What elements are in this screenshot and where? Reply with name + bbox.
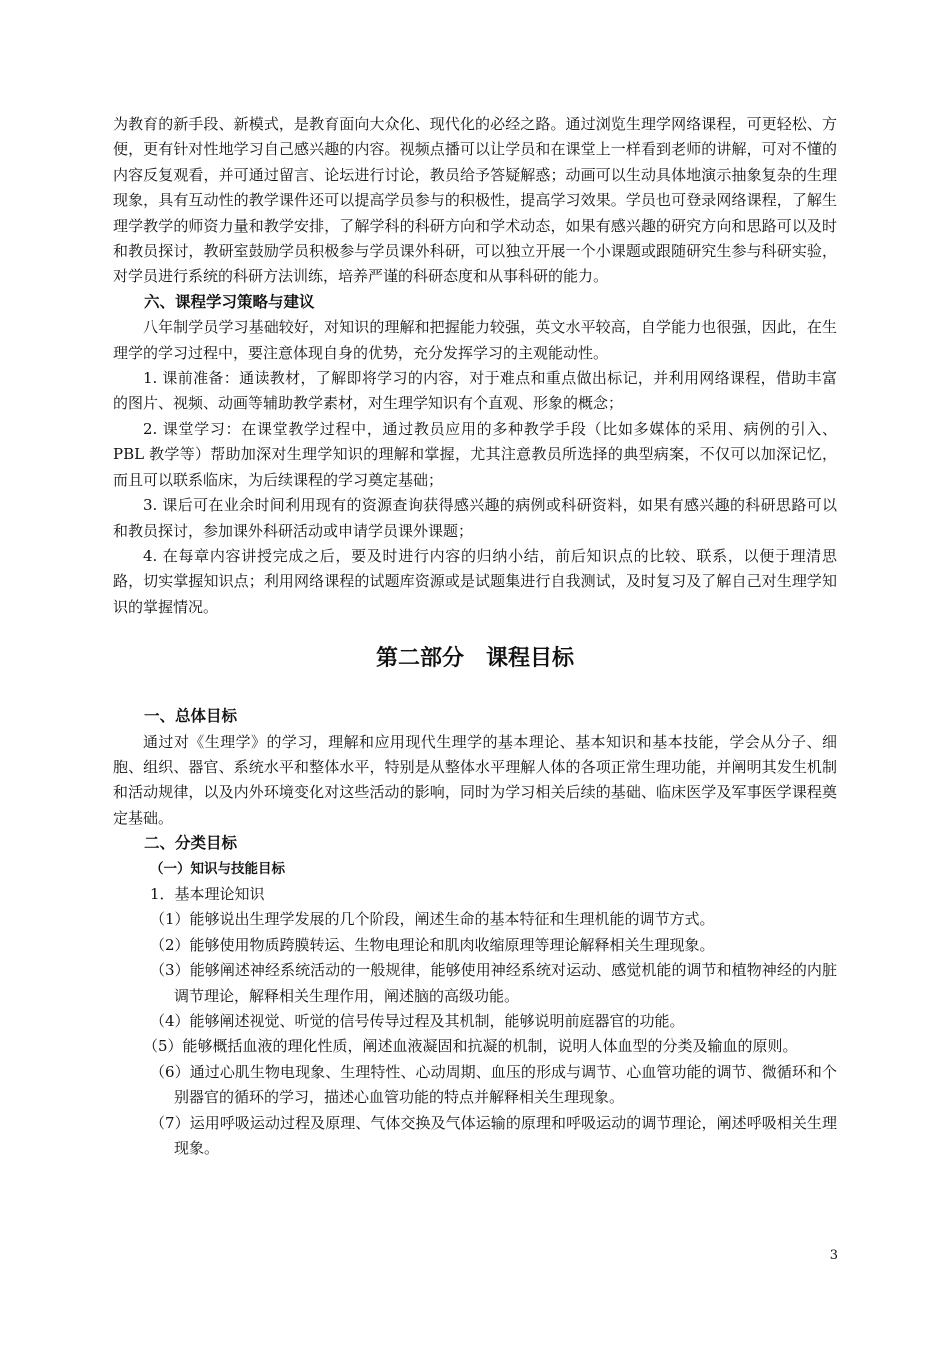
category-goal-heading: 二、分类目标 bbox=[144, 834, 238, 853]
overall-goal-text: 通过对《生理学》的学习，理解和应用现代生理学的基本理论、基本知识和基本技能，学会从分子、细胞、组织、器官、系统水平和整体水平，特别是从整体水平理解人体的各项正常生理功能，并阐明其发生机制和活动规律，以及内外环境变化对这些活动的影响，同时为学习相关后续的基础、临床医学及军事医学课程奠定基础。 bbox=[113, 732, 837, 827]
intro-paragraph: 为教育的新手段、新模式，是教育面向大众化、现代化的必经之路。通过浏览生理学网络课程，可更轻松、方便，更有针对性地学习自己感兴趣的内容。视频点播可以让学员和在课堂上一样看到老师的讲解，可对不懂的内容反复观看，并可通过留言、论坛进行讨论，教员给予答疑解惑；动画可以生动具体地演示抽象复杂的生理现象，具有互动性的教学课件还可以提高学员参与的积极性，提高学习效果。学员也可登录网络课程，了解生理学教学的师资力量和教学安排，了解学科的科研方向和学术动态，如果有感兴趣的研究方向和思路可以及时和教员探讨，教研室鼓励学员积极参与学员课外科研，可以独立开展一个小课题或跟随研究生参与科研实验，对学员进行系统的科研方法训练，培养严谨的科研态度和从事科研的能力。 bbox=[113, 115, 837, 286]
section6-heading: 六、课程学习策略与建议 bbox=[144, 292, 315, 311]
section6-intro: 八年制学员学习基础较好，对知识的理解和把握能力较强，英文水平较高，自学能力也很强，因此，在生理学的学习过程中，要注意体现自身的优势，充分发挥学习的主观能动性。 bbox=[113, 318, 837, 362]
page-content bbox=[113, 112, 837, 1161]
overall-goal-heading: 一、总体目标 bbox=[144, 707, 238, 726]
page-number: 3 bbox=[829, 1248, 838, 1263]
strategy-item-2: 2. 课堂学习：在课堂教学过程中，通过教员应用的多种教学手段（比如多媒体的采用、病例的引入、PBL 教学等）帮助加深对生理学知识的理解和掌握，尤其注意教员所选择的典型病案，不仅可以加深记忆，而且可以联系临床，为后续课程的学习奠定基础； bbox=[113, 419, 837, 489]
strategy-item-3: 3. 课后可在业余时间利用现有的资源查询获得感兴趣的病例或科研资料，如果有感兴趣的科研思路可以和教员探讨，参加课外科研活动或申请学员课外课题； bbox=[113, 496, 837, 540]
theory-heading: 1．基本理论知识 bbox=[150, 884, 265, 903]
knowledge-skill-heading: （一）知识与技能目标 bbox=[150, 860, 285, 877]
goal-item-2: （2）能够使用物质跨膜转运、生物电理论和肌肉收缩原理等理论解释相关生理现象。 bbox=[150, 935, 715, 954]
part-title: 第二部分 课程目标 bbox=[375, 646, 574, 672]
goal-item-1: （1）能够说出生理学发展的几个阶段，阐述生命的基本特征和生理机能的调节方式。 bbox=[150, 910, 715, 929]
goal-item-4: （4）能够阐述视觉、听觉的信号传导过程及其机制，能够说明前庭器官的功能。 bbox=[150, 1012, 685, 1030]
goal-item-7: （7）运用呼吸运动过程及原理、气体交换及气体运输的原理和呼吸运动的调节理论，阐述呼吸相关生理现象。 bbox=[150, 1113, 837, 1158]
strategy-item-1: 1. 课前准备：通读教材，了解即将学习的内容，对于难点和重点做出标记，并利用网络课程，借助丰富的图片、视频、动画等辅助教学素材，对生理学知识有个直观、形象的概念； bbox=[113, 369, 837, 413]
strategy-item-4: 4. 在每章内容讲授完成之后，要及时进行内容的归纳小结，前后知识点的比较、联系，以便于理清思路，切实掌握知识点；利用网络课程的试题库资源或是试题集进行自我测试，及时复习及了解自己对生理学知识的掌握情况。 bbox=[113, 546, 837, 616]
goal-item-5: （5）能够概括血液的理化性质，阐述血液凝固和抗凝的机制，说明人体血型的分类及输血的原则。 bbox=[143, 1037, 798, 1056]
goal-item-3: （3）能够阐述神经系统活动的一般规律，能够使用神经系统对运动、感觉机能的调节和植物神经的内脏调节理论，解释相关生理作用，阐述脑的高级功能。 bbox=[150, 961, 837, 1005]
goal-item-6: （6）通过心肌生物电现象、生理特性、心动周期、血压的形成与调节、心血管功能的调节、微循环和个别器官的循环的学习，描述心血管功能的特点并解释相关生理现象。 bbox=[150, 1062, 837, 1107]
